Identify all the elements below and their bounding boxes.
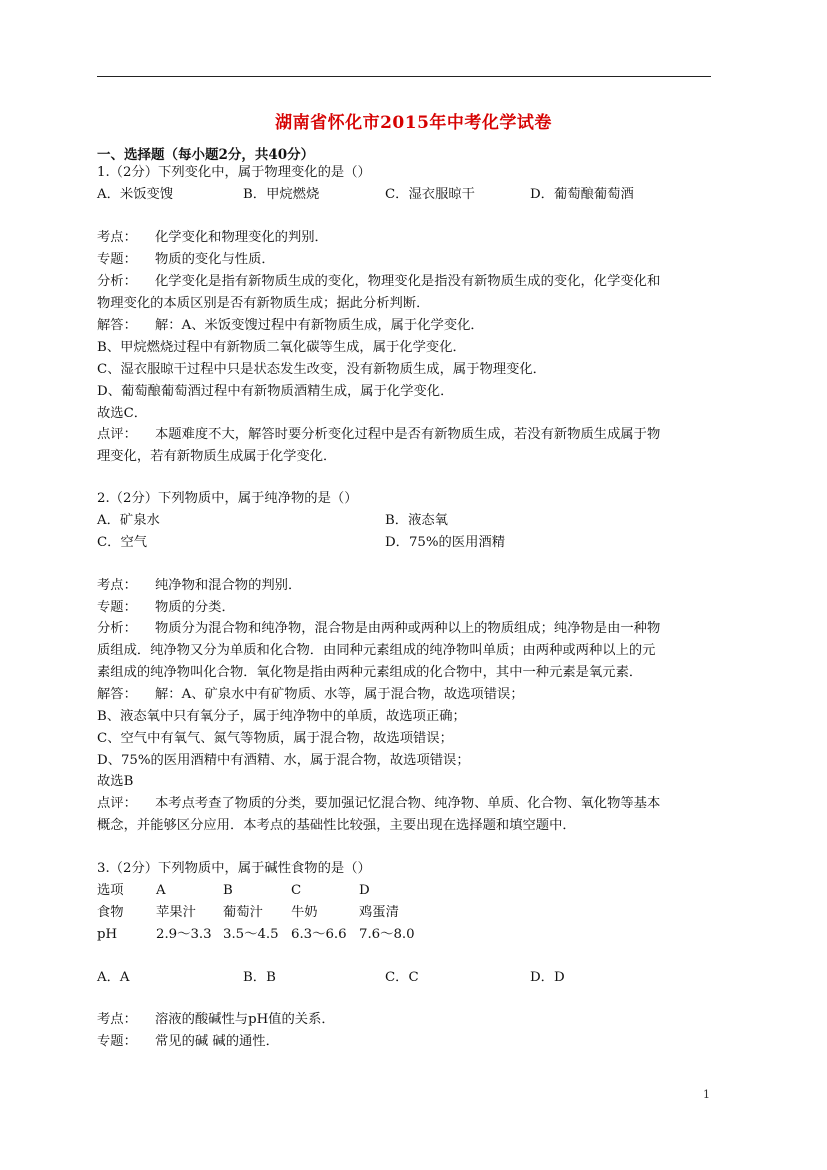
table-cell: A: [156, 883, 166, 898]
table-cell: D: [359, 883, 370, 898]
jieda-label: 解答：: [97, 318, 137, 333]
q1-jieda: [97, 317, 484, 335]
table-cell: 2.9～3.3: [156, 927, 212, 942]
q1-stem: 1.（2分）下列变化中，属于物理变化的是（）: [97, 165, 371, 180]
table-cell: 苹果汁: [156, 905, 196, 920]
zhuanti-text: 物质的变化与性质．: [155, 252, 275, 267]
fenxi-text: 化学变化是指有新物质生成的变化，物理变化是指没有新物质生成的变化，化学变化和: [155, 274, 661, 289]
dianping-text: 本题难度不大，解答时要分析变化过程中是否有新物质生成，若没有新物质生成属于物: [155, 427, 661, 442]
q3-stem: 3.（2分）下列物质中，属于碱性食物的是（）: [97, 861, 371, 876]
q1-kaodian: [97, 229, 328, 247]
table-cell: 牛奶: [291, 905, 318, 920]
q2-answer: 故选B: [97, 774, 134, 789]
q2-option-d: D．75%的医用酒精: [385, 535, 505, 550]
dianping-text: 本考点考查了物质的分类，要加强记忆混合物、纯净物、单质、化合物、氧化物等基本: [155, 796, 661, 811]
q1-jieda-c: C、湿衣服晾干过程中只是状态发生改变，没有新物质生成，属于物理变化．: [97, 362, 546, 377]
section-heading: 一、选择题（每小题2分，共40分）: [97, 147, 315, 163]
zhuanti-text: 物质的分类．: [155, 600, 235, 615]
dianping-label: 点评：: [97, 427, 137, 442]
table-cell: 选项: [97, 883, 124, 898]
kaodian-text: 纯净物和混合物的判别．: [155, 578, 302, 593]
q3-option-d: D．D: [530, 970, 565, 985]
table-cell: pH: [97, 927, 118, 942]
q1-option-b: B．甲烷燃烧: [243, 187, 320, 202]
q3-option-b: B．B: [243, 970, 276, 985]
q2-option-b: B．液态氧: [385, 513, 448, 528]
table-cell: 6.3～6.6: [291, 927, 347, 942]
q2-dianping: [97, 795, 660, 813]
table-cell: 3.5～4.5: [223, 927, 279, 942]
q2-fenxi: [97, 620, 660, 638]
q3-option-a: A．A: [97, 970, 130, 985]
jieda-label: 解答：: [97, 687, 137, 702]
q2-fenxi-cont: 质组成．纯净物又分为单质和化合物．由同种元素组成的纯净物叫单质；由两种或两种以上的元: [97, 643, 656, 658]
q1-fenxi-cont: 物理变化的本质区别是否有新物质生成；据此分析判断．: [97, 296, 430, 311]
jieda-text: 解：A、米饭变馊过程中有新物质生成，属于化学变化．: [155, 318, 484, 333]
header-rule: [97, 76, 711, 77]
q3-option-c: C．C: [385, 970, 419, 985]
q2-kaodian: [97, 577, 301, 595]
kaodian-label: 考点：: [97, 230, 137, 245]
q1-option-a: A．米饭变馊: [97, 187, 174, 202]
q2-jieda: [97, 686, 524, 704]
q2-jieda-b: B、液态氧中只有氧分子，属于纯净物中的单质，故选项正确；: [97, 709, 466, 724]
q1-jieda-b: B、甲烷燃烧过程中有新物质二氧化碳等生成，属于化学变化．: [97, 340, 466, 355]
q2-dianping-cont: 概念，并能够区分应用．本考点的基础性比较强，主要出现在选择题和填空题中．: [97, 818, 576, 833]
kaodian-text: 化学变化和物理变化的判别．: [155, 230, 328, 245]
q2-zhuanti: [97, 599, 235, 617]
q2-fenxi-cont2: 素组成的纯净物叫化合物．氧化物是指由两种元素组成的化合物中，其中一种元素是氧元素．: [97, 665, 643, 680]
q3-kaodian: [97, 1011, 335, 1029]
kaodian-text: 溶液的酸碱性与pH值的关系．: [155, 1012, 335, 1027]
q1-option-d: D．葡萄酿葡萄酒: [530, 187, 634, 202]
table-cell: C: [291, 883, 302, 898]
kaodian-label: 考点：: [97, 578, 137, 593]
dianping-label: 点评：: [97, 796, 137, 811]
q2-option-a: A．矿泉水: [97, 513, 160, 528]
jieda-text: 解：A、矿泉水中有矿物质、水等，属于混合物，故选项错误；: [155, 687, 524, 702]
q3-zhuanti: [97, 1033, 279, 1051]
q1-zhuanti: [97, 251, 275, 269]
page-title: 湖南省怀化市2015年中考化学试卷: [275, 113, 552, 133]
table-cell: 7.6～8.0: [359, 927, 415, 942]
q1-jieda-d: D、葡萄酿葡萄酒过程中有新物质酒精生成，属于化学变化．: [97, 384, 454, 399]
page-number: 1: [703, 1088, 710, 1101]
q1-fenxi: [97, 273, 660, 291]
q2-jieda-c: C、空气中有氧气、氮气等物质，属于混合物，故选项错误；: [97, 731, 453, 746]
q1-option-c: C．湿衣服晾干: [385, 187, 475, 202]
table-cell: 葡萄汁: [223, 905, 263, 920]
q1-answer: 故选C．: [97, 406, 148, 421]
q2-jieda-d: D、75%的医用酒精中有酒精、水，属于混合物，故选项错误；: [97, 753, 470, 768]
q2-stem: 2.（2分）下列物质中，属于纯净物的是（）: [97, 491, 358, 506]
table-cell: 食物: [97, 905, 124, 920]
fenxi-label: 分析：: [97, 621, 137, 636]
q1-dianping-cont: 理变化，若有新物质生成属于化学变化．: [97, 449, 337, 464]
kaodian-label: 考点：: [97, 1012, 137, 1027]
fenxi-label: 分析：: [97, 274, 137, 289]
q1-dianping: [97, 426, 660, 444]
zhuanti-label: 专题：: [97, 252, 137, 267]
zhuanti-label: 专题：: [97, 1034, 137, 1049]
q2-option-c: C．空气: [97, 535, 148, 550]
zhuanti-label: 专题：: [97, 600, 137, 615]
zhuanti-text: 常见的碱 碱的通性．: [155, 1034, 279, 1049]
fenxi-text: 物质分为混合物和纯净物，混合物是由两种或两种以上的物质组成；纯净物是由一种物: [155, 621, 661, 636]
table-cell: B: [223, 883, 233, 898]
table-cell: 鸡蛋清: [359, 905, 399, 920]
